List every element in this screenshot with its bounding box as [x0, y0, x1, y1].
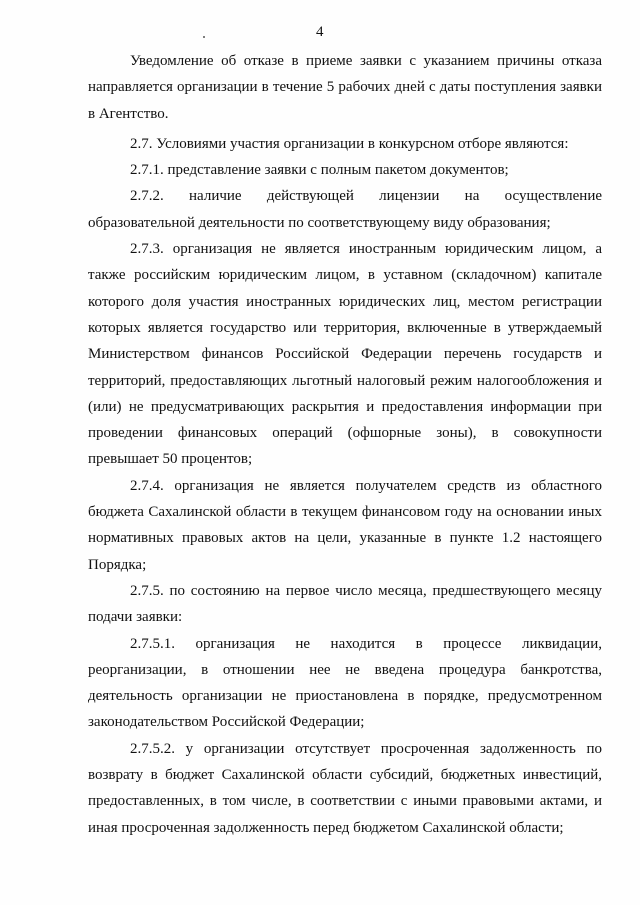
paragraph-2-7: 2.7. Условиями участия организации в конкурсном отборе являются:	[130, 135, 569, 152]
paragraph-2-7-4: 2.7.4. организация не является получателем средств из областного бюджета Сахалинской области в текущем финансовом году на основании иных нормативных правовых актов на цели, указанные в пункте 1.2 настоящего Порядка;	[88, 477, 602, 573]
paragraph-2-7-5-2: 2.7.5.2. у организации отсутствует просроченная задолженность по возврату в бюджет Сахалинской области субсидий, бюджетных инвестиций, предоставленных, в том числе, в соответствии с иными правовыми актами, и иная просроченная задолженность перед бюджетом Сахалинской области;	[88, 740, 602, 836]
paragraph-2-7-1: 2.7.1. представление заявки с полным пакетом документов;	[130, 162, 509, 179]
scan-speck	[203, 36, 205, 38]
paragraph-2-7-2: 2.7.2. наличие действующей лицензии на осуществление образовательной деятельности по соответствующему виду образования;	[88, 188, 602, 231]
paragraph-2-7-3: 2.7.3. организация не является иностранным юридическим лицом, а также российским юридическим лицом, в уставном (складочном) капитале которого доля участия иностранных юридических лиц, местом регистрации которых является государство или территория, включенные в утверждаемый Министерством финансов Российской Федерации перечень государств и территорий, предоставляющих льготный налоговый режим налогообложения и (или) не предусматривающих раскрытия и предоставления информации при проведении финансовых операций (офшорные зоны), в совокупности превышает 50 процентов;	[88, 241, 602, 468]
paragraph-2-7-5: 2.7.5. по состоянию на первое число месяца, предшествующего месяцу подачи заявки:	[88, 582, 602, 626]
page-number: 4	[316, 24, 324, 40]
document-body	[88, 48, 602, 841]
paragraph-2-7-5-1: 2.7.5.1. организация не находится в процессе ликвидации, реорганизации, в отношении нее не введена процедура банкротства, деятельность организации не приостановлена в порядке, предусмотренном законодательством Российской Федерации;	[88, 635, 602, 731]
paragraph-rejection-notice: Уведомление об отказе в приеме заявки с указанием причины отказа направляется организации в течение 5 рабочих дней с даты поступления заявки в Агентство.	[88, 53, 602, 122]
